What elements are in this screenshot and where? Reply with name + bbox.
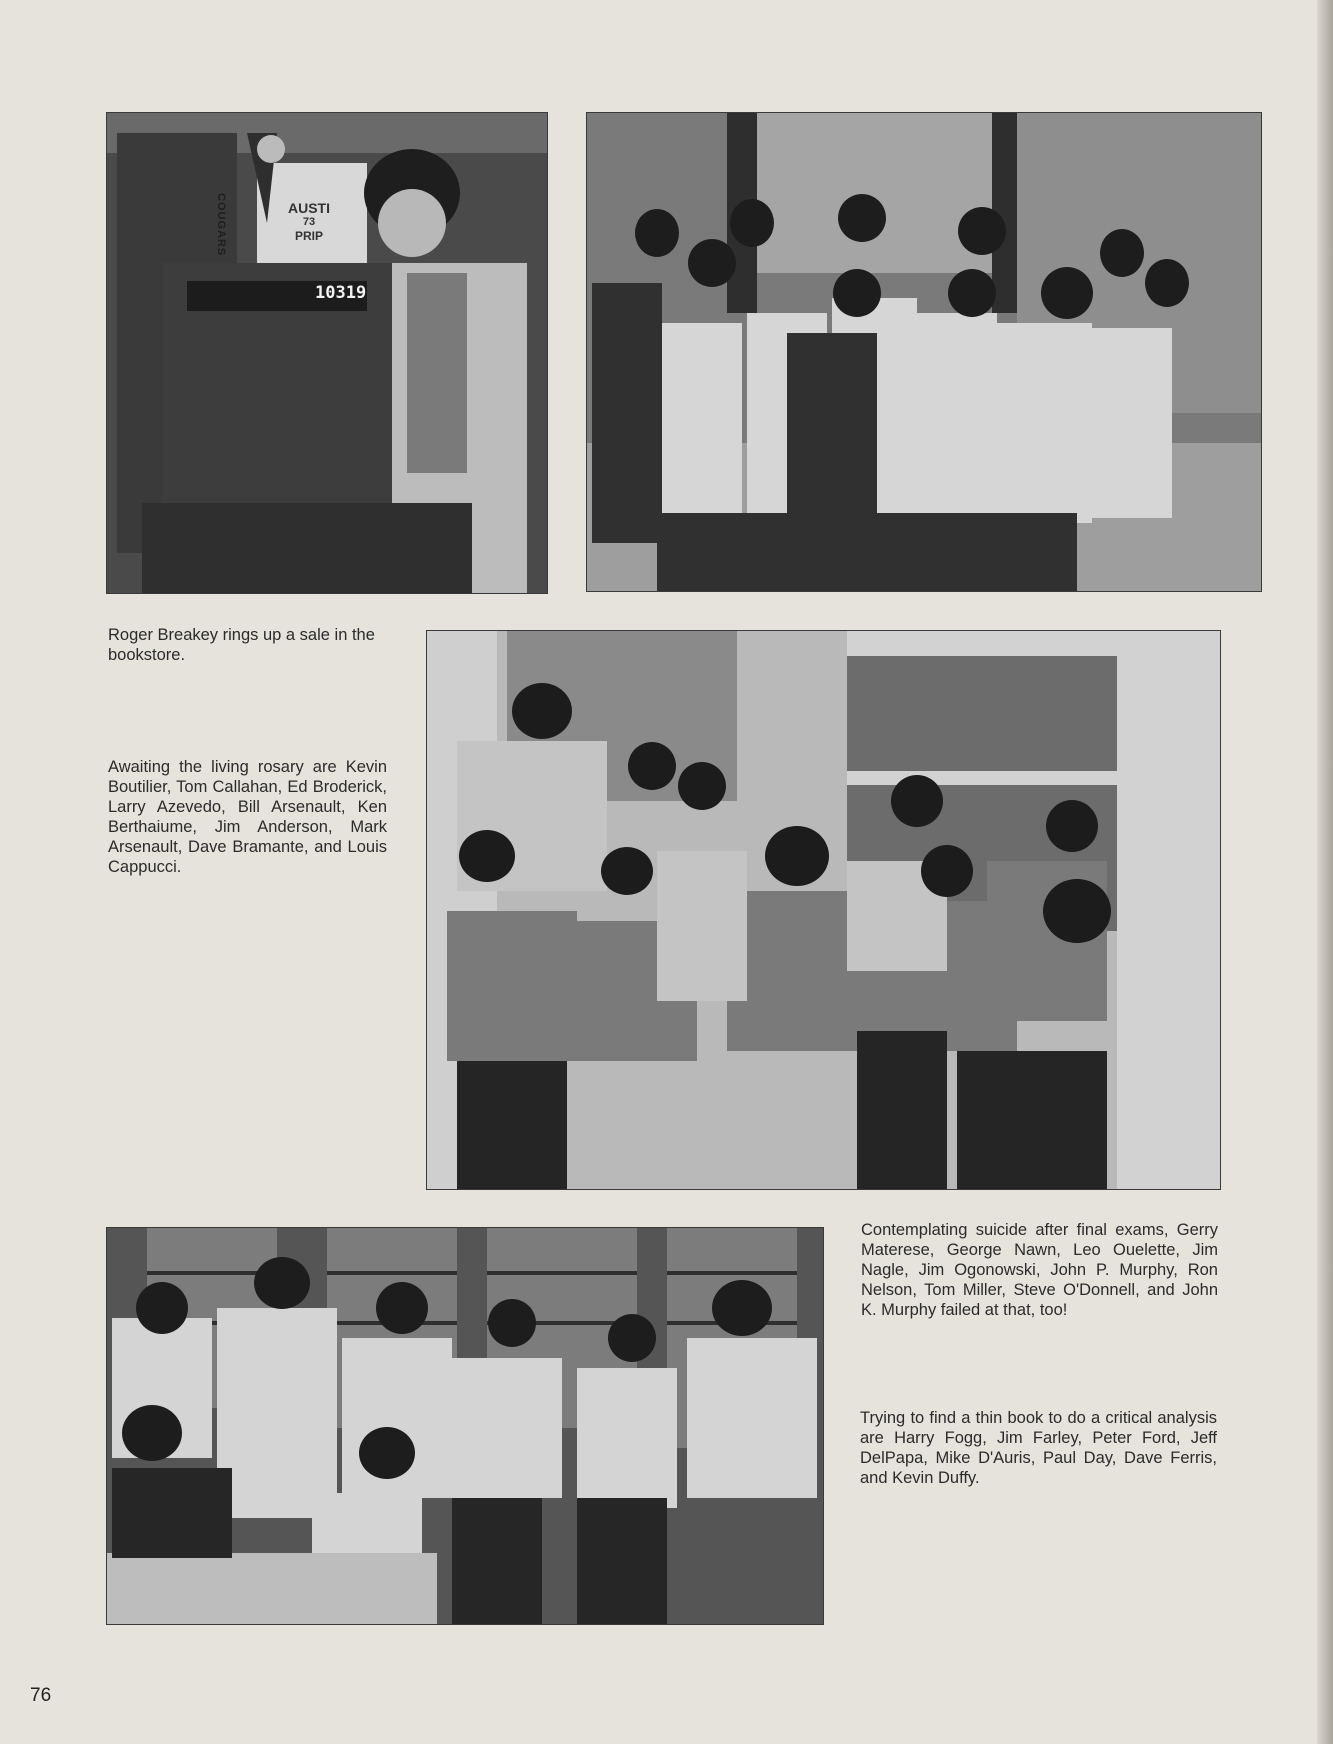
- register-display: 10319: [315, 283, 367, 303]
- stairwell-group-photo: [426, 630, 1221, 1190]
- pennant-text: COUGARS: [215, 193, 227, 257]
- rosary-group-photo: [586, 112, 1262, 592]
- suicide-caption: Contemplating suicide after final exams, Gerry Materese, George Nawn, Leo Ouelette, Jim Nagle, Jim Ogonowski, John P. Murphy, Ron Nelson, Tom Miller, Steve O'Donnell, and John K. Murphy failed at that, too!: [861, 1221, 1218, 1319]
- bookstore-caption: Roger Breakey rings up a sale in the bookstore.: [108, 626, 375, 664]
- rosary-caption: Awaiting the living rosary are Kevin Boutilier, Tom Callahan, Ed Broderick, Larry Azevedo, Bill Arsenault, Ken Berthaiume, Jim Anderson, Mark Arsenault, Dave Bramante, and Louis Cappucci.: [108, 758, 387, 876]
- library-group-photo: [106, 1227, 824, 1625]
- page-edge: [1317, 0, 1333, 1744]
- shirt-bottom-text: PRIP: [294, 229, 323, 243]
- shirt-top-text: AUSTI: [288, 200, 330, 216]
- shirt-print: [269, 201, 349, 243]
- bookstore-photo: [106, 112, 548, 594]
- page-number: 76: [30, 1685, 52, 1706]
- shirt-number: 73: [302, 216, 316, 228]
- library-caption: Trying to find a thin book to do a critical analysis are Harry Fogg, Jim Farley, Peter Ford, Jeff DelPapa, Mike D'Auris, Paul Day, Dave Ferris, and Kevin Duffy.: [860, 1409, 1217, 1487]
